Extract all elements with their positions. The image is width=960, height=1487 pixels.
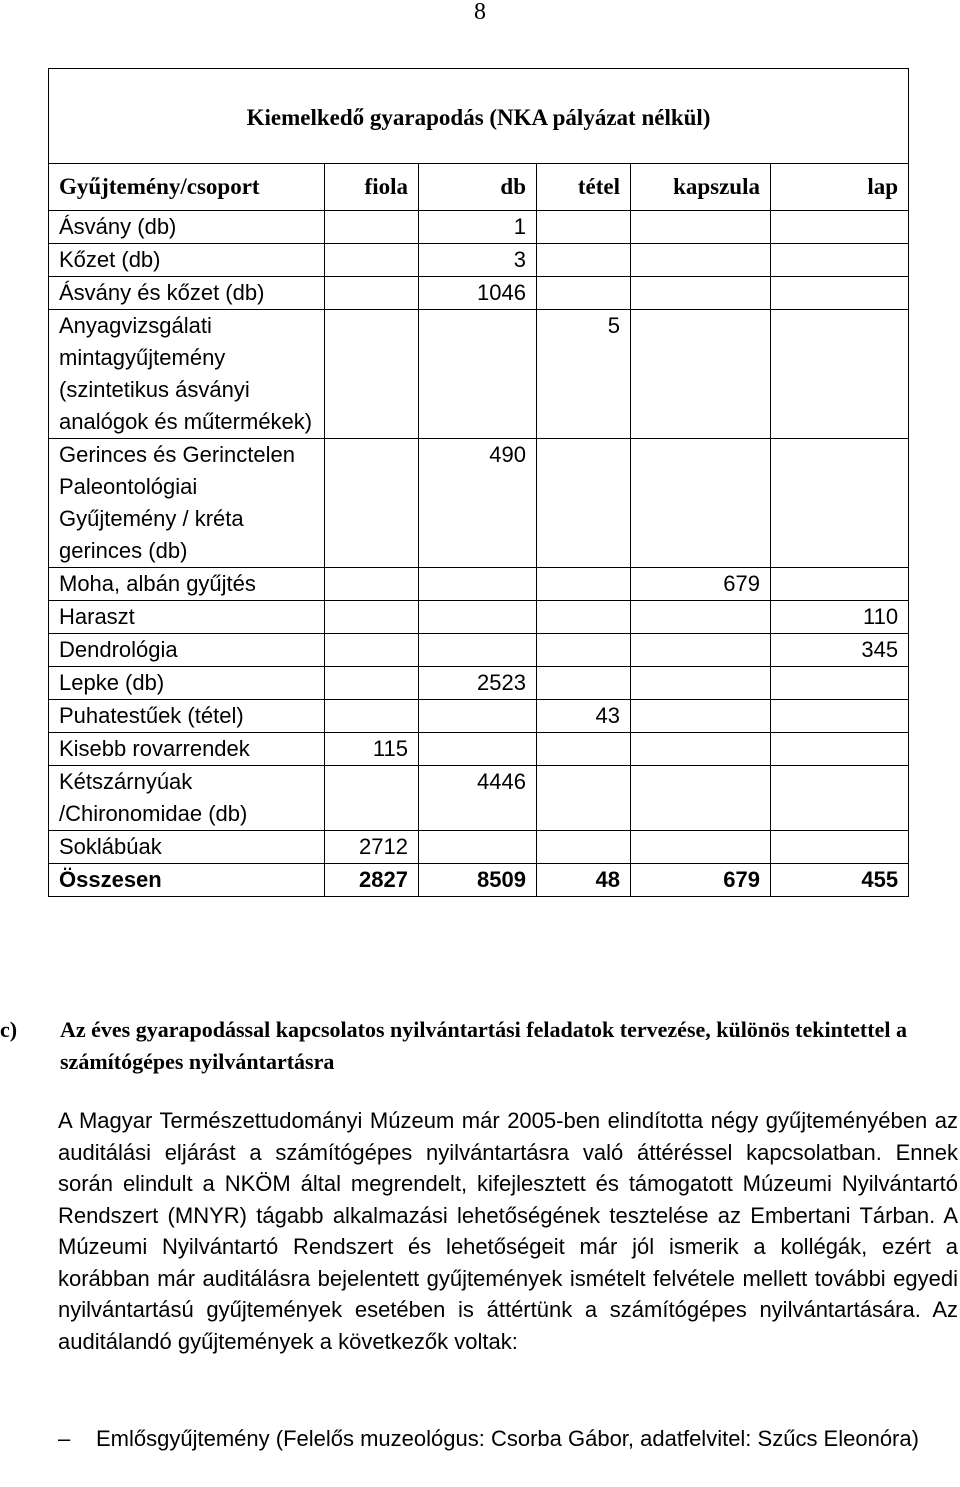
value-cell (771, 244, 909, 277)
value-cell (537, 733, 631, 766)
section-heading: Az éves gyarapodással kapcsolatos nyilvántartási feladatok tervezése, különös tekintettel a számítógépes nyilvántartásra (60, 1017, 907, 1074)
value-cell (537, 244, 631, 277)
value-cell: 4446 (419, 766, 537, 831)
value-cell: 1046 (419, 277, 537, 310)
row-label-cell: Kőzet (db) (49, 244, 325, 277)
value-cell (419, 601, 537, 634)
acquisition-table (48, 68, 909, 897)
column-header: tétel (537, 164, 631, 211)
column-header: kapszula (631, 164, 771, 211)
value-cell (771, 667, 909, 700)
table-row (49, 244, 909, 277)
value-cell (537, 766, 631, 831)
value-cell (325, 310, 419, 439)
value-cell (771, 439, 909, 568)
row-label-cell: Moha, albán gyűjtés (49, 568, 325, 601)
value-cell (537, 568, 631, 601)
row-label-cell: Puhatestűek (tétel) (49, 700, 325, 733)
row-label-cell: Ásvány (db) (49, 211, 325, 244)
list-item-text: Emlősgyűjtemény (Felelős muzeológus: Csorba Gábor, adatfelvitel: Szűcs Eleonóra) (96, 1426, 919, 1451)
table-row (49, 211, 909, 244)
table-row (49, 766, 909, 831)
table-row (49, 831, 909, 864)
value-cell (771, 211, 909, 244)
value-cell: 5 (537, 310, 631, 439)
row-label-cell: Gerinces és Gerinctelen Paleontológiai Gyűjtemény / kréta gerinces (db) (49, 439, 325, 568)
value-cell: 48 (537, 864, 631, 897)
value-cell (631, 634, 771, 667)
value-cell (325, 700, 419, 733)
value-cell (537, 667, 631, 700)
row-label-cell: Kétszárnyúak /Chironomidae (db) (49, 766, 325, 831)
value-cell (631, 211, 771, 244)
row-label-cell: Lepke (db) (49, 667, 325, 700)
value-cell (419, 568, 537, 601)
value-cell: 115 (325, 733, 419, 766)
value-cell (631, 667, 771, 700)
value-cell (325, 568, 419, 601)
value-cell (537, 439, 631, 568)
value-cell (771, 277, 909, 310)
table-row (49, 634, 909, 667)
value-cell (537, 634, 631, 667)
table-total-row (49, 864, 909, 897)
body-paragraph: A Magyar Természettudományi Múzeum már 2005-ben elindította négy gyűjteményében az auditálási eljárást a számítógépes nyilvántartásra való áttéréssel kapcsolatban. Ennek során elindult a NKÖM által megrendelt, kifejlesztett és támogatott Múzeumi Nyilvántartó Rendszert (MNYR) tágabb alkalmazási lehetőségének tesztelése az Embertani Tárban. A Múzeumi Nyilvántartó Rendszert és lehetőségeit már jól ismerik a kollégák, ezért a korábban már auditálásra bejelentett gyűjtemények ismételt felvétele mellett további egyedi nyilvántartású gyűjtemények esetében is áttértünk a számítógépes nyilvántartására. Az auditálandó gyűjtemények a következők voltak: (58, 1108, 958, 1354)
row-label-cell: Ásvány és kőzet (db) (49, 277, 325, 310)
value-cell (631, 310, 771, 439)
value-cell: 1 (419, 211, 537, 244)
value-cell (631, 700, 771, 733)
row-label-cell: Soklábúak (49, 831, 325, 864)
value-cell (325, 634, 419, 667)
table-row (49, 667, 909, 700)
page-number: 8 (474, 0, 486, 25)
value-cell (771, 733, 909, 766)
value-cell: 8509 (419, 864, 537, 897)
value-cell (771, 766, 909, 831)
value-cell (537, 277, 631, 310)
value-cell (325, 601, 419, 634)
value-cell (771, 568, 909, 601)
table-row (49, 568, 909, 601)
row-label-cell: Kisebb rovarrendek (49, 733, 325, 766)
value-cell (325, 439, 419, 568)
value-cell (419, 733, 537, 766)
value-cell (631, 439, 771, 568)
value-cell (537, 211, 631, 244)
value-cell (419, 831, 537, 864)
value-cell (771, 310, 909, 439)
table-row (49, 439, 909, 568)
value-cell: 2523 (419, 667, 537, 700)
value-cell: 455 (771, 864, 909, 897)
value-cell: 110 (771, 601, 909, 634)
value-cell (631, 831, 771, 864)
value-cell: 3 (419, 244, 537, 277)
value-cell (325, 766, 419, 831)
table-row (49, 310, 909, 439)
table-row (49, 601, 909, 634)
value-cell (325, 244, 419, 277)
column-header: Gyűjtemény/csoport (49, 164, 325, 211)
value-cell (537, 831, 631, 864)
table-row (49, 277, 909, 310)
value-cell (631, 766, 771, 831)
section-letter: c) (0, 1017, 18, 1042)
value-cell: 679 (631, 864, 771, 897)
value-cell (325, 211, 419, 244)
value-cell: 345 (771, 634, 909, 667)
value-cell: 2827 (325, 864, 419, 897)
value-cell: 2712 (325, 831, 419, 864)
row-label-cell: Anyagvizsgálati mintagyűjtemény (szintetikus ásványi analógok és műtermékek) (49, 310, 325, 439)
table-header-row (49, 164, 909, 211)
value-cell (419, 634, 537, 667)
row-label-cell: Dendrológia (49, 634, 325, 667)
table-row (49, 700, 909, 733)
table-title: Kiemelkedő gyarapodás (NKA pályázat nélkül) (49, 69, 909, 164)
value-cell (419, 310, 537, 439)
value-cell (631, 244, 771, 277)
row-label-cell: Összesen (49, 864, 325, 897)
value-cell: 43 (537, 700, 631, 733)
table-body (49, 211, 909, 897)
column-header: fiola (325, 164, 419, 211)
row-label-cell: Haraszt (49, 601, 325, 634)
value-cell (325, 277, 419, 310)
value-cell (631, 733, 771, 766)
column-header: lap (771, 164, 909, 211)
value-cell (631, 277, 771, 310)
value-cell: 490 (419, 439, 537, 568)
bullet-dash: – (58, 1426, 71, 1451)
value-cell (771, 700, 909, 733)
value-cell (419, 700, 537, 733)
value-cell (325, 667, 419, 700)
value-cell (771, 831, 909, 864)
value-cell (537, 601, 631, 634)
table-row (49, 733, 909, 766)
value-cell: 679 (631, 568, 771, 601)
value-cell (631, 601, 771, 634)
column-header: db (419, 164, 537, 211)
